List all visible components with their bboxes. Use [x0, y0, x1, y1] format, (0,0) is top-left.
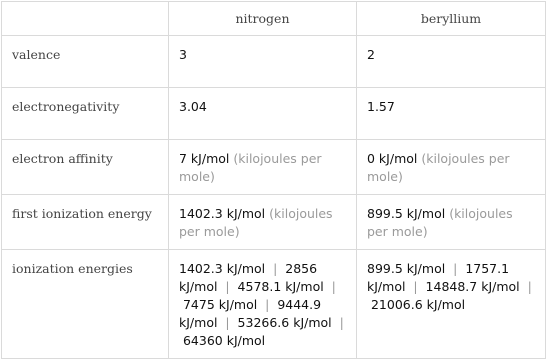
table-row	[2, 250, 546, 359]
properties-table	[1, 1, 546, 359]
ionization-value: 1757.1 kJ/mol	[367, 261, 510, 294]
ionization-value: 53266.6 kJ/mol	[237, 315, 332, 330]
beryllium-ionization-list	[357, 250, 546, 359]
separator: |	[217, 315, 238, 330]
table-row	[2, 140, 546, 195]
value-text: 0 kJ/mol	[367, 151, 418, 166]
table-row	[2, 195, 546, 250]
nitrogen-value-cell	[169, 140, 357, 195]
table-row	[2, 36, 546, 88]
ionization-value: 899.5 kJ/mol	[367, 261, 446, 276]
ionization-value: 64360 kJ/mol	[182, 333, 266, 348]
ionization-value: 14848.7 kJ/mol	[425, 279, 520, 294]
value-text: 7 kJ/mol	[179, 151, 230, 166]
header-row	[2, 2, 546, 36]
header-empty	[2, 2, 169, 36]
separator: |	[265, 261, 286, 276]
value-text: 899.5 kJ/mol	[367, 206, 446, 221]
nitrogen-value: 3.04	[169, 88, 357, 140]
unit-description: (kilojoules per mole)	[179, 206, 333, 239]
row-label: valence	[2, 36, 169, 88]
unit-description: (kilojoules per mole)	[367, 206, 513, 239]
separator: |	[179, 279, 336, 312]
separator: |	[217, 279, 238, 294]
table-row	[2, 88, 546, 140]
separator: |	[405, 279, 426, 294]
ionization-value: 1402.3 kJ/mol	[179, 261, 266, 276]
nitrogen-value: 3	[169, 36, 357, 88]
row-label: electron affinity	[2, 140, 169, 195]
row-label: ionization energies	[2, 250, 169, 359]
separator: |	[257, 297, 278, 312]
header-nitrogen: nitrogen	[169, 2, 357, 36]
beryllium-value: 2	[357, 36, 546, 88]
header-beryllium: beryllium	[357, 2, 546, 36]
ionization-value: 2856 kJ/mol	[179, 261, 318, 294]
separator: |	[179, 315, 344, 348]
row-label: first ionization energy	[2, 195, 169, 250]
row-label: electronegativity	[2, 88, 169, 140]
ionization-value: 7475 kJ/mol	[182, 297, 258, 312]
separator: |	[445, 261, 466, 276]
beryllium-value-cell	[357, 140, 546, 195]
ionization-value: 9444.9 kJ/mol	[179, 297, 322, 330]
beryllium-value: 1.57	[357, 88, 546, 140]
ionization-value: 21006.6 kJ/mol	[370, 297, 466, 312]
value-text: 1402.3 kJ/mol	[179, 206, 266, 221]
unit-description: (kilojoules per mole)	[367, 151, 510, 184]
nitrogen-ionization-list	[169, 250, 357, 359]
nitrogen-value-cell	[169, 195, 357, 250]
unit-description: (kilojoules per mole)	[179, 151, 322, 184]
ionization-value: 4578.1 kJ/mol	[237, 279, 324, 294]
separator: |	[367, 279, 532, 312]
beryllium-value-cell	[357, 195, 546, 250]
